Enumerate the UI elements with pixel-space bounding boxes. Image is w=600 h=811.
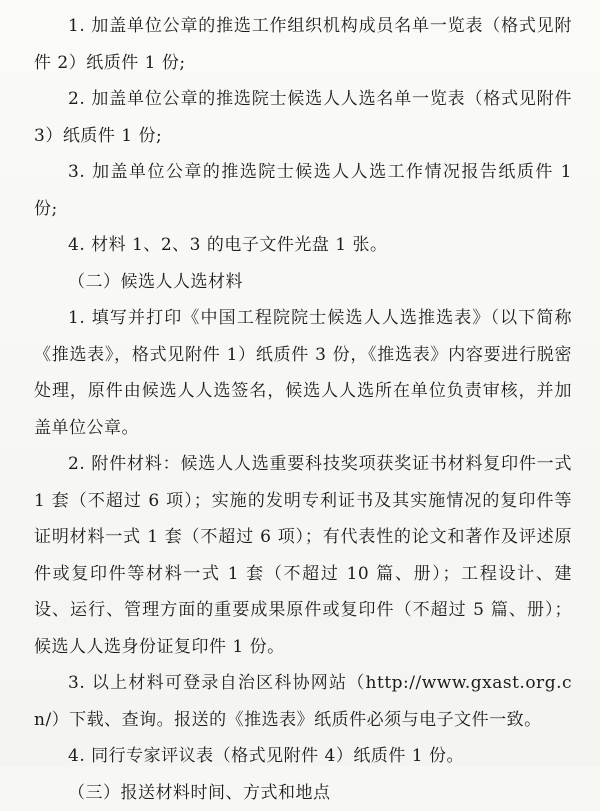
item-paragraph-8: 4. 同行专家评议表（格式见附件 4）纸质件 1 份。 [34, 738, 572, 775]
item-paragraph-2: 2. 加盖单位公章的推选院士候选人人选名单一览表（格式见附件 3）纸质件 1 份; [34, 81, 572, 154]
section-heading-2: （二）候选人人选材料 [34, 264, 572, 301]
item-paragraph-4: 4. 材料 1、2、3 的电子文件光盘 1 张。 [34, 227, 572, 264]
item-paragraph-7: 3. 以上材料可登录自治区科协网站（http://www.gxast.org.cn/）下载、查询。报送的《推选表》纸质件必须与电子文件一致。 [34, 665, 572, 738]
item-paragraph-6: 2. 附件材料：候选人人选重要科技奖项获奖证书材料复印件一式 1 套（不超过 6 项）；实施的发明专利证书及其实施情况的复印件等证明材料一式 1 套（不超过 6 项）；有代表性的论文和著作及评述原件或复印件等材料一式 1 套（不超过 10 篇、册）；工程设计、建设、运行、管理方面的重要成果原件或复印件（不超过 5 篇、册）；候选人人选身份证复印件 1 份。 [34, 446, 572, 665]
item-paragraph-3: 3. 加盖单位公章的推选院士候选人人选工作情况报告纸质件 1 份; [34, 154, 572, 227]
section-heading-3: （三）报送材料时间、方式和地点 [34, 775, 572, 811]
item-paragraph-1: 1. 加盖单位公章的推选工作组织机构成员名单一览表（格式见附件 2）纸质件 1 份; [34, 8, 572, 81]
item-paragraph-5: 1. 填写并打印《中国工程院院士候选人人选推选表》（以下简称《推选表》，格式见附件 1）纸质件 3 份，《推选表》内容要进行脱密处理，原件由候选人人选签名，候选人人选所在单位负责审核，并加盖单位公章。 [34, 300, 572, 446]
